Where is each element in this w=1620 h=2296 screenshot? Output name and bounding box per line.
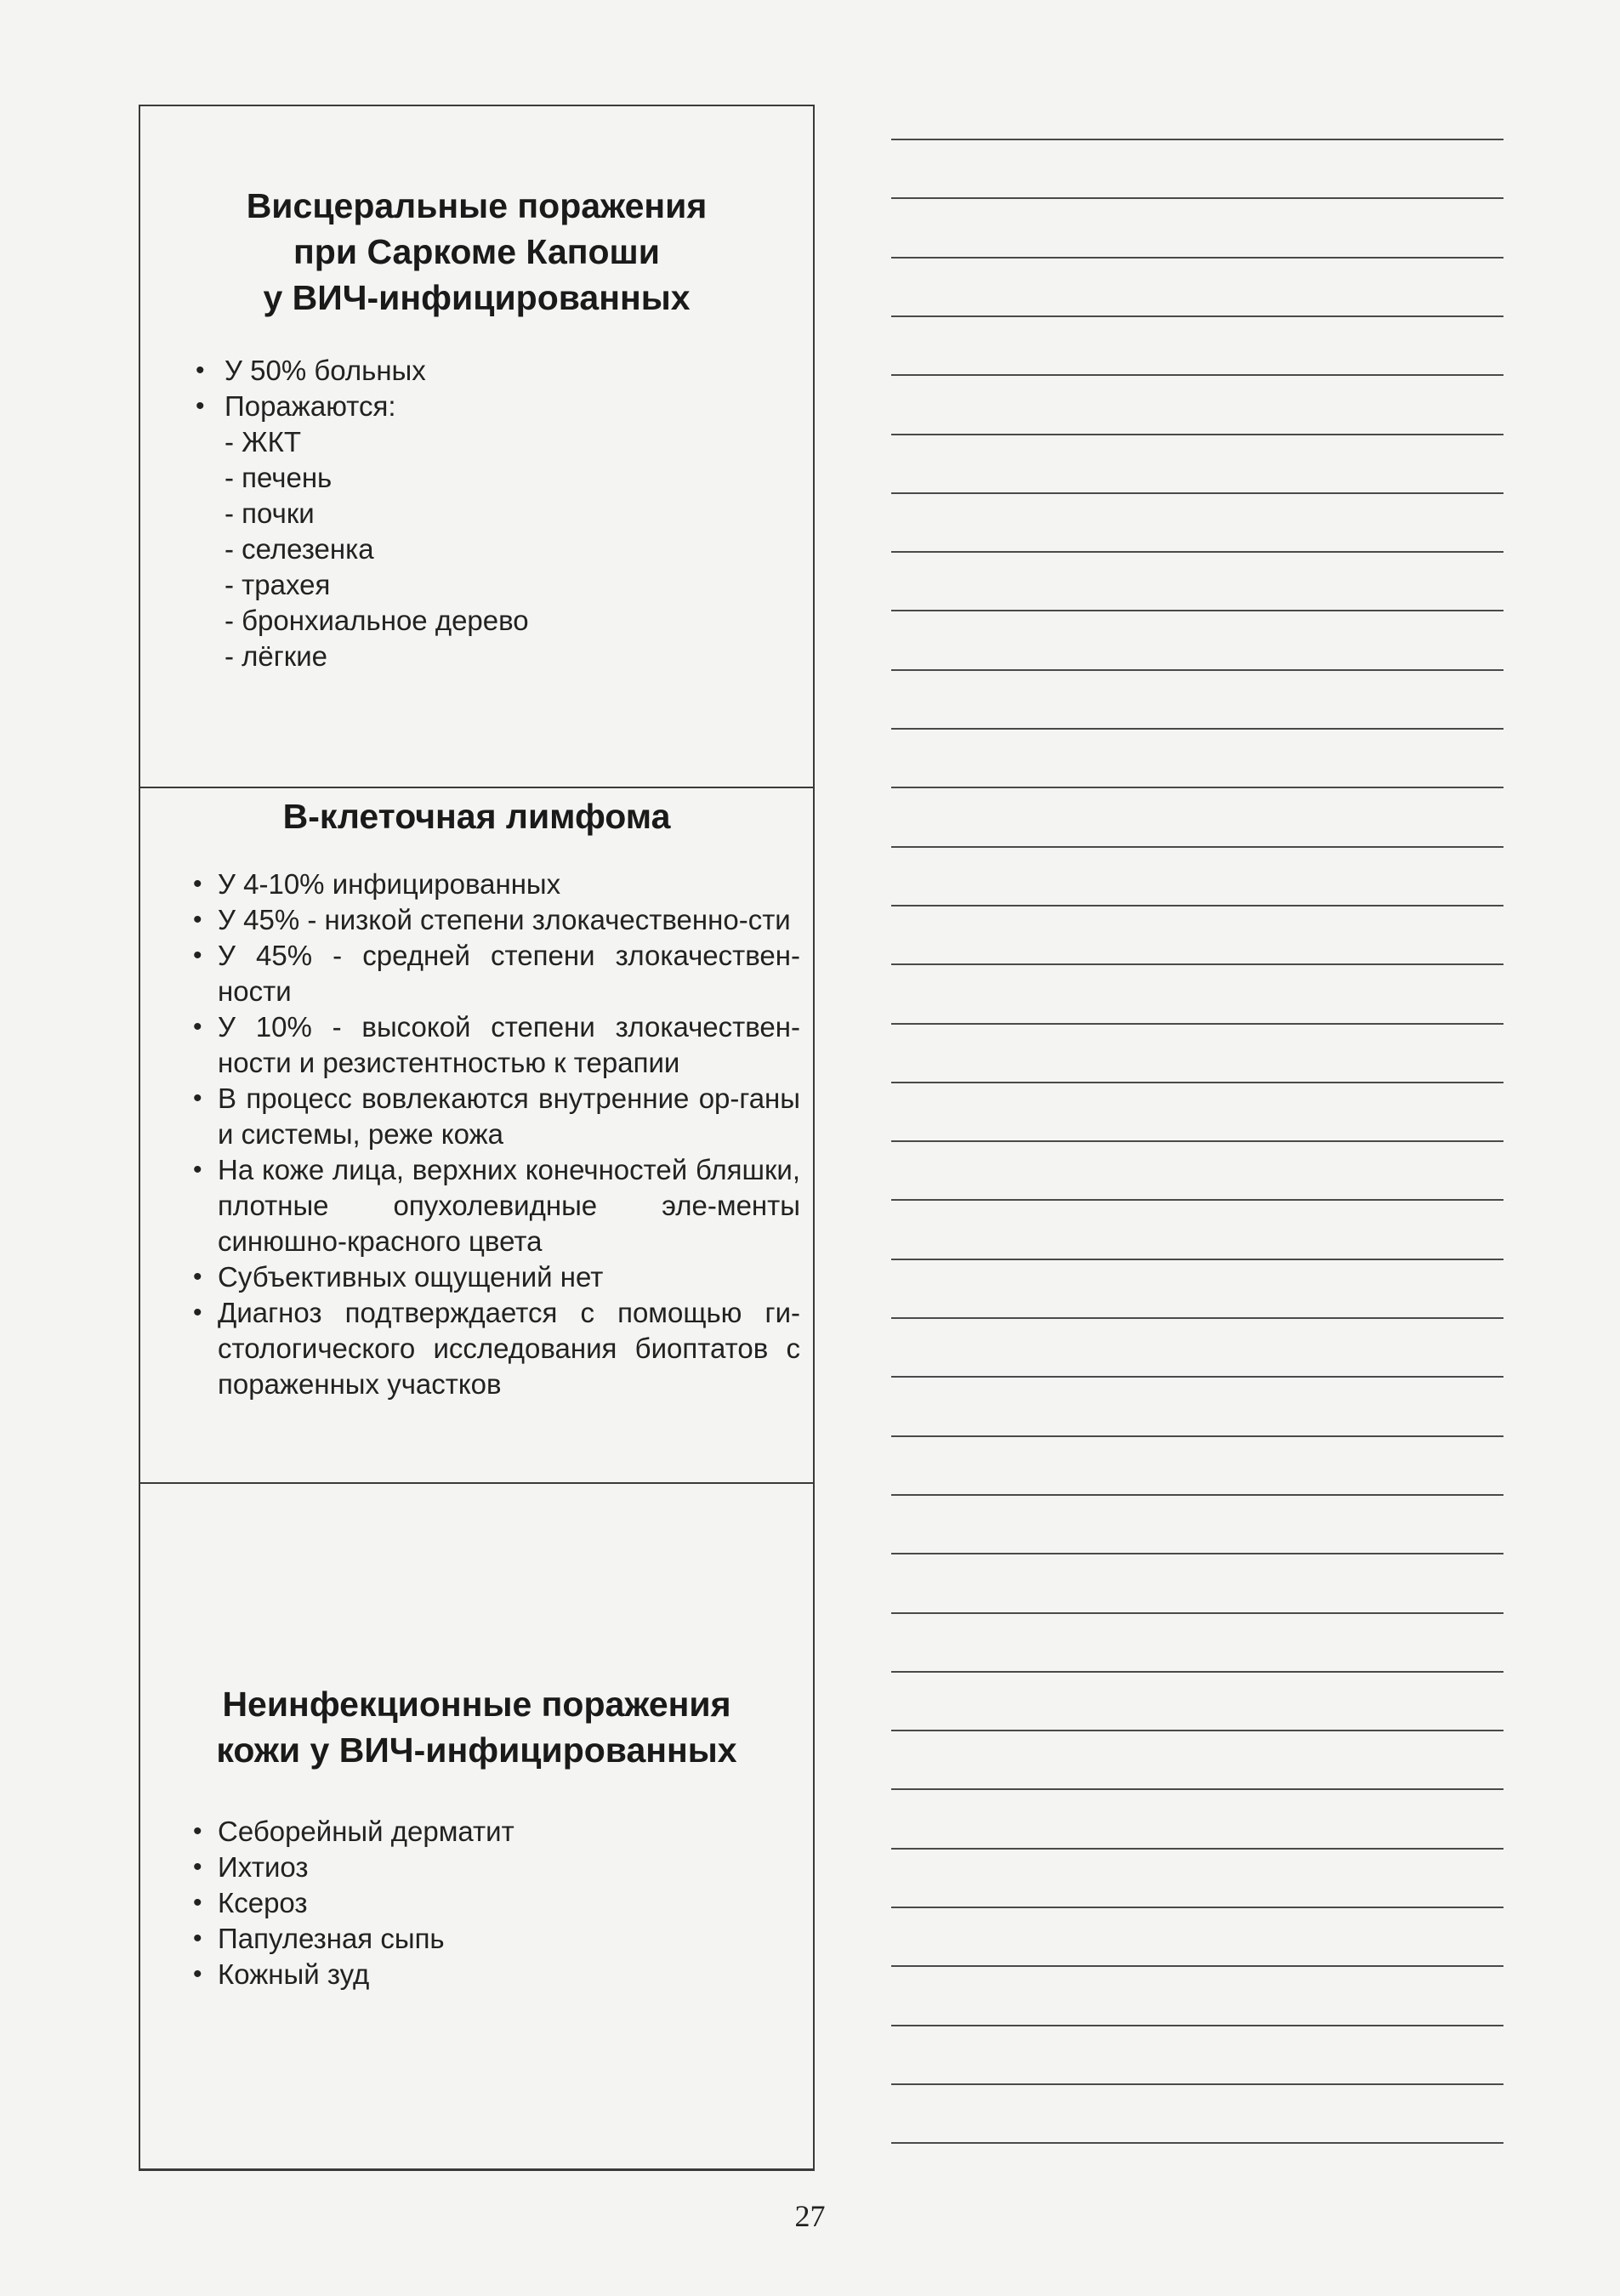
bullet-item: • В процесс вовлекаются внутренние ор-ганы и системы, реже кожа (193, 1081, 800, 1152)
bullet-item: • Субъективных ощущений нет (193, 1259, 800, 1295)
slide-b-cell-lymphoma (140, 787, 813, 1482)
sub-item: - печень (225, 462, 333, 493)
note-line (891, 1848, 1503, 1850)
note-line (891, 1671, 1503, 1673)
bullet-list (193, 1814, 800, 1992)
bullet-item: • Ксероз (193, 1885, 800, 1921)
slide-title (140, 183, 813, 321)
note-line (891, 1140, 1503, 1142)
note-line (891, 1023, 1503, 1025)
note-line (891, 139, 1503, 140)
bullet-item: • У 50% больных (196, 353, 779, 389)
sub-item: - бронхиальное дерево (225, 605, 529, 636)
bullet-item: • У 4-10% инфицированных (193, 867, 800, 902)
title-line: у ВИЧ-инфицированных (263, 278, 691, 317)
title-line: кожи у ВИЧ-инфицированных (216, 1731, 737, 1770)
bullet-item (196, 389, 779, 674)
note-line (891, 905, 1503, 906)
sub-item: - лёгкие (225, 640, 328, 672)
note-line (891, 2142, 1503, 2144)
bullet-item: • Себорейный дерматит (193, 1814, 800, 1850)
notes-lines-area (891, 0, 1503, 2177)
note-line (891, 846, 1503, 848)
bullet-list (193, 867, 800, 1402)
note-line (891, 1082, 1503, 1083)
slide-noninfectious-skin (140, 1482, 813, 2171)
note-line (891, 1259, 1503, 1260)
note-line (891, 315, 1503, 317)
bullet-list (196, 353, 779, 674)
note-line (891, 1965, 1503, 1967)
note-line (891, 2025, 1503, 2026)
slide-title: В-клеточная лимфома (282, 797, 671, 836)
bullet-item: • Диагноз подтверждается с помощью ги-стологического исследования биоптатов с пораженных участков (193, 1295, 800, 1402)
sub-item: - почки (225, 497, 315, 529)
note-line (891, 2083, 1503, 2085)
note-line (891, 1376, 1503, 1378)
sub-item: - селезенка (225, 533, 374, 565)
bullet-item: • Кожный зуд (193, 1957, 800, 1992)
note-line (891, 374, 1503, 376)
bullet-text: Поражаются: (225, 390, 396, 422)
note-line (891, 492, 1503, 494)
bullet-item: • У 45% - средней степени злокачествен-ности (193, 938, 800, 1009)
note-line (891, 1317, 1503, 1319)
title-line: при Саркоме Капоши (293, 232, 660, 271)
title-line: Висцеральные поражения (246, 186, 708, 225)
organ-sublist (225, 424, 779, 674)
slide-visceral-kaposi (140, 106, 813, 787)
bullet-item: • Ихтиоз (193, 1850, 800, 1885)
note-line (891, 1907, 1503, 1908)
note-line (891, 1553, 1503, 1554)
title-line: Неинфекционные поражения (222, 1685, 731, 1724)
note-line (891, 1730, 1503, 1731)
sub-item: - ЖКТ (225, 426, 302, 457)
note-line (891, 434, 1503, 435)
note-line (891, 197, 1503, 199)
page-number: 27 (794, 2199, 826, 2233)
note-line (891, 610, 1503, 611)
note-line (891, 257, 1503, 259)
slides-column (139, 105, 815, 2171)
note-line (891, 669, 1503, 671)
note-line (891, 1788, 1503, 1790)
bullet-item: • На коже лица, верхних конечностей бляшки, плотные опухолевидные эле-менты синюшно-красного цвета (193, 1152, 800, 1259)
bullet-item: • Папулезная сыпь (193, 1921, 800, 1957)
note-line (891, 551, 1503, 553)
bullet-item: • У 45% - низкой степени злокачественно-сти (193, 902, 800, 938)
note-line (891, 1435, 1503, 1437)
note-line (891, 1494, 1503, 1496)
note-line (891, 787, 1503, 788)
bullet-item: • У 10% - высокой степени злокачествен-ности и резистентностью к терапии (193, 1009, 800, 1081)
slide-title (140, 1681, 813, 1773)
note-line (891, 1199, 1503, 1201)
sub-item: - трахея (225, 569, 331, 600)
note-line (891, 1612, 1503, 1614)
note-line (891, 963, 1503, 965)
note-line (891, 728, 1503, 730)
